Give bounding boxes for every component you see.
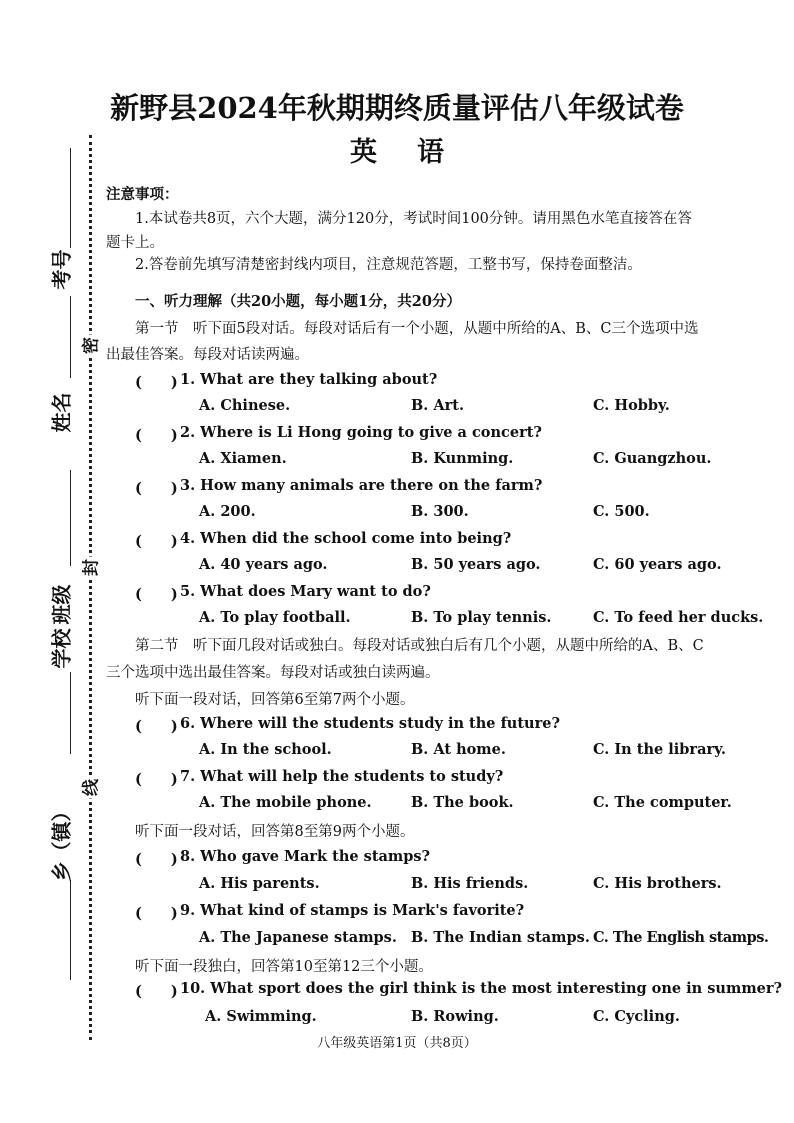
answer-bracket[interactable]: ( ) [135,586,178,603]
option-b: B. Kunming. [411,450,514,467]
notes-item1-line1: 1.本试卷共8页，六个大题，满分120分，考试时间100分钟。请用黑色水笔直接答在答 [135,211,692,227]
answer-bracket[interactable]: ( ) [135,427,178,444]
option-a: A. His parents. [199,875,320,892]
part1-instruction-line2: 出最佳答案。每段对话读两遍。 [106,347,309,363]
field-line-town [70,880,71,980]
field-line-school [70,672,71,754]
part2-instruction-line1: 第二节 听下面几段对话或独白。每段对话或独白后有几个小题，从题中所给的A、B、C [135,638,704,654]
question-stem: 6. Where will the students study in the future? [180,715,560,732]
option-b: B. The Indian stamps. [411,929,590,946]
option-c: C. The computer. [593,794,732,811]
option-a: A. Swimming. [205,1008,317,1025]
answer-bracket[interactable]: ( ) [135,771,178,788]
seal-mark-mi: 密 [77,335,102,357]
label-school: 学校 [49,628,74,669]
question-stem: 7. What will help the students to study? [180,768,504,785]
question-stem: 8. Who gave Mark the stamps? [180,848,431,865]
option-c: C. 60 years ago. [593,556,722,573]
dialogue-instruction-8-9: 听下面一段对话，回答第8至第9两个小题。 [135,824,415,840]
question-stem: 10. What sport does the girl think is the most interesting one in summer? [180,980,783,997]
seal-dotted-line [89,135,92,1040]
field-line-class [70,470,71,566]
notes-heading: 注意事项： [106,186,179,203]
option-c: C. The English stamps. [593,929,769,946]
question-stem: 2. Where is Li Hong going to give a concert? [180,424,542,441]
monologue-instruction-10-12: 听下面一段独白，回答第10至第12三个小题。 [135,959,433,975]
option-a: A. Xiamen. [199,450,287,467]
page-footer: 八年级英语第1页（共8页） [317,1036,477,1051]
option-a: A. To play football. [199,609,351,626]
subject-title: 英语 [350,137,484,168]
label-name: 姓名 [49,392,74,433]
field-line-name [70,296,71,378]
answer-bracket[interactable]: ( ) [135,533,178,550]
option-b: B. The book. [411,794,514,811]
field-line-exam-number [70,148,71,248]
option-a: A. Chinese. [199,397,291,414]
seal-mark-feng: 封 [77,557,102,579]
notes-item1-line2: 题卡上。 [106,235,164,251]
option-c: C. To feed her ducks. [593,609,764,626]
option-b: B. Rowing. [411,1008,499,1025]
page-title: 新野县2024年秋期期终质量评估八年级试卷 [110,91,684,125]
option-b: B. At home. [411,741,506,758]
answer-bracket[interactable]: ( ) [135,851,178,868]
option-c: C. In the library. [593,741,726,758]
option-a: A. The mobile phone. [199,794,372,811]
question-stem: 1. What are they talking about? [180,371,438,388]
dialogue-instruction-6-7: 听下面一段对话，回答第6至第7两个小题。 [135,692,415,708]
question-stem: 4. When did the school come into being? [180,530,512,547]
option-b: B. His friends. [411,875,529,892]
section1-heading: 一、听力理解（共20小题，每小题1分，共20分） [135,293,461,310]
option-a: A. 40 years ago. [199,556,328,573]
answer-bracket[interactable]: ( ) [135,905,178,922]
question-stem: 5. What does Mary want to do? [180,583,431,600]
option-c: C. 500. [593,503,650,520]
option-c: C. His brothers. [593,875,722,892]
option-a: A. 200. [199,503,256,520]
option-c: C. Cycling. [593,1008,680,1025]
question-stem: 9. What kind of stamps is Mark's favorite? [180,902,525,919]
part1-instruction-line1: 第一节 听下面5段对话。每段对话后有一个小题，从题中所给的A、B、C三个选项中选 [135,321,699,337]
option-b: B. To play tennis. [411,609,552,626]
option-b: B. Art. [411,397,464,414]
question-stem: 3. How many animals are there on the farm? [180,477,543,494]
label-class: 班级 [49,584,74,625]
answer-bracket[interactable]: ( ) [135,374,178,391]
label-exam-number: 考号 [49,249,74,290]
seal-mark-xian: 线 [77,777,102,799]
answer-bracket[interactable]: ( ) [135,718,178,735]
option-a: A. The Japanese stamps. [199,929,397,946]
answer-bracket[interactable]: ( ) [135,480,178,497]
option-a: A. In the school. [199,741,332,758]
option-c: C. Hobby. [593,397,670,414]
option-b: B. 300. [411,503,469,520]
notes-item2: 2.答卷前先填写清楚密封线内项目，注意规范答题，工整书写，保持卷面整洁。 [135,257,642,273]
option-c: C. Guangzhou. [593,450,712,467]
part2-instruction-line2: 三个选项中选出最佳答案。每段对话或独白读两遍。 [106,665,440,681]
answer-bracket[interactable]: ( ) [135,983,178,1000]
label-town: 乡（镇） [49,801,74,882]
option-b: B. 50 years ago. [411,556,541,573]
